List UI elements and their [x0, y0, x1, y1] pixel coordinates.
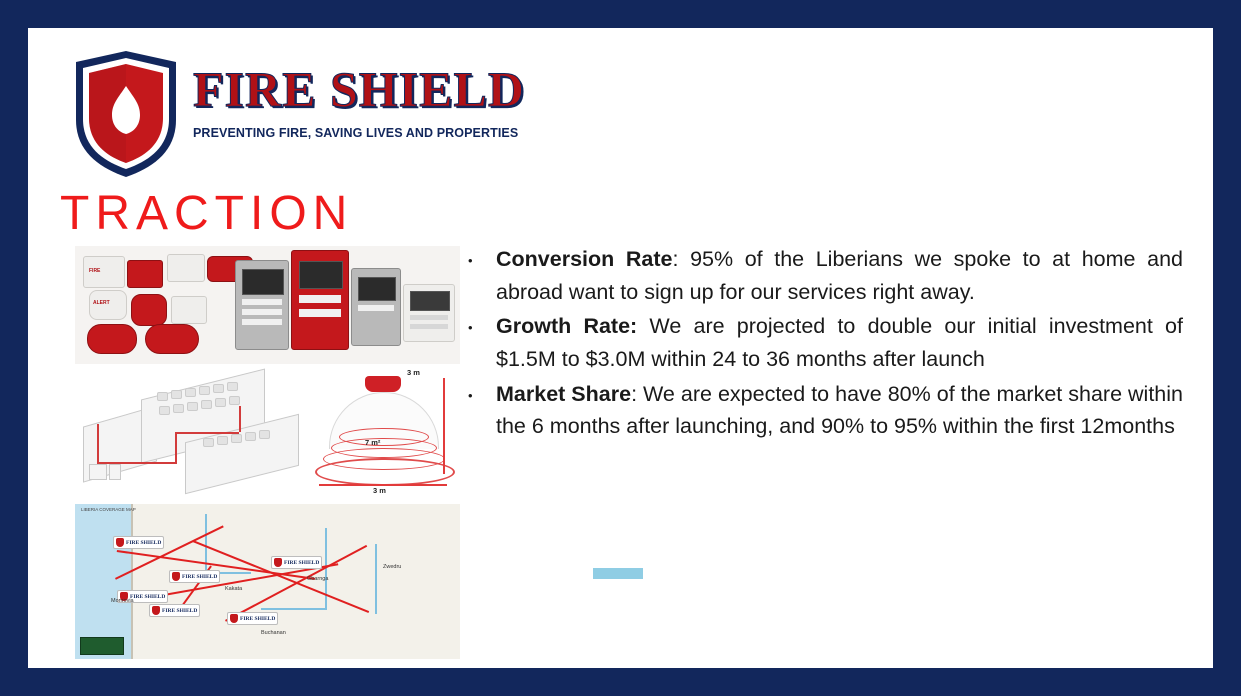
list-item — [468, 310, 1183, 375]
map-pin-shield-icon — [230, 614, 238, 623]
bullet-marker: • — [468, 253, 473, 268]
map-city-label: Zwedru — [383, 564, 402, 570]
map-city-label: Monrovia — [111, 598, 134, 604]
bullet-lead: Growth Rate: — [496, 314, 638, 339]
map-city-label: Gbarnga — [307, 576, 329, 582]
map-pin-shield-icon — [274, 558, 282, 567]
map-city-label: Kakata — [225, 586, 243, 592]
map-pin-label: FIRE SHIELD — [240, 615, 276, 622]
bullet-content — [496, 310, 1183, 375]
map-pin-shield-icon — [116, 538, 124, 547]
dim-bottom-label: 3 m — [373, 486, 386, 495]
product-label-alert: ALERT — [93, 300, 110, 306]
fire-alarm-products-image — [75, 246, 460, 364]
bullet-body: : 95% of the Liberians we spoke to at home and abroad want to sign up for our services right away. — [496, 247, 1183, 304]
map-pin — [113, 536, 164, 549]
map-pin-label: FIRE SHIELD — [130, 593, 166, 600]
map-city-label: Buchanan — [261, 630, 286, 636]
map-pin-label: FIRE SHIELD — [182, 573, 218, 580]
map-pin — [149, 604, 200, 617]
bullet-marker: • — [468, 387, 473, 403]
map-pin — [227, 612, 278, 625]
list-item — [468, 378, 1183, 443]
list-item — [468, 243, 1183, 308]
map-pin-shield-icon — [152, 606, 160, 615]
dim-area-label: 7 m² — [365, 438, 381, 447]
map-pin — [271, 556, 322, 569]
bullet-lead: Market Share — [496, 381, 632, 406]
map-title: LIBERIA COVERAGE MAP — [81, 507, 136, 512]
liberia-coverage-map-image — [75, 504, 460, 659]
product-label-fire: FIRE — [89, 268, 101, 274]
map-pin-label: FIRE SHIELD — [162, 607, 198, 614]
traction-bullet-list — [468, 243, 1183, 445]
company-logo — [48, 42, 525, 182]
bullet-content — [496, 378, 1183, 443]
map-pin-shield-icon — [172, 572, 180, 581]
coverage-diagram-image — [75, 366, 460, 496]
bullet-body: : We are expected to have 80% of the market share within the 6 months after launching, and 90% to 95% within the first 12months — [496, 381, 1183, 439]
image-column — [75, 246, 460, 636]
shield-icon — [70, 48, 182, 180]
page-title: TRACTION — [60, 187, 354, 240]
map-pin-label: FIRE SHIELD — [126, 539, 162, 546]
map-pin-label: FIRE SHIELD — [284, 559, 320, 566]
bullet-content — [496, 243, 1183, 308]
bullet-body: We are projected to double our initial investment of $1.5M to $3.0M within 24 to 36 months after launch — [496, 314, 1183, 372]
map-legend — [80, 637, 124, 655]
logo-title: FIRE SHIELD — [193, 61, 525, 117]
bullet-lead: Conversion Rate — [496, 247, 673, 271]
accent-bar — [593, 568, 643, 579]
slide-content-area — [28, 28, 1213, 668]
bullet-marker: • — [468, 320, 473, 336]
logo-wordmark — [193, 61, 525, 140]
detector-icon — [365, 376, 401, 392]
detector-coverage-dome — [311, 368, 459, 494]
dim-top-label: 3 m — [407, 368, 420, 377]
map-pin — [169, 570, 220, 583]
logo-tagline: PREVENTING FIRE, SAVING LIVES AND PROPERTIES — [193, 126, 519, 140]
